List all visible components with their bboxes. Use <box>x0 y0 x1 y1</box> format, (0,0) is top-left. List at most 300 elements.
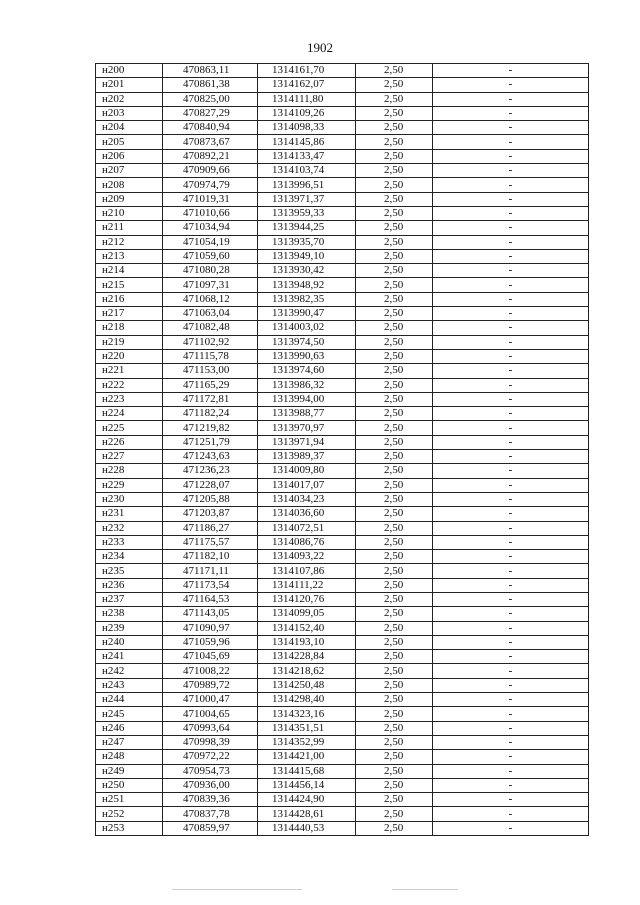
scan-artifact-line <box>392 889 458 890</box>
point-id-cell: н229 <box>96 478 163 492</box>
point-id-cell: н215 <box>96 278 163 292</box>
accuracy-cell: 2,50 <box>356 335 433 349</box>
description-cell: - <box>433 435 589 449</box>
x-coordinate-cell: 471228,07 <box>163 478 258 492</box>
accuracy-cell: 2,50 <box>356 235 433 249</box>
accuracy-cell: 2,50 <box>356 464 433 478</box>
table-row <box>96 106 589 120</box>
table-row <box>96 135 589 149</box>
table-row <box>96 321 589 335</box>
x-coordinate-cell: 471236,23 <box>163 464 258 478</box>
coordinates-table-wrapper <box>95 63 589 836</box>
accuracy-cell: 2,50 <box>356 564 433 578</box>
description-cell: - <box>433 249 589 263</box>
table-row <box>96 607 589 621</box>
x-coordinate-cell: 470998,39 <box>163 735 258 749</box>
y-coordinate-cell: 1314428,61 <box>258 807 356 821</box>
x-coordinate-cell: 470863,11 <box>163 64 258 78</box>
table-row <box>96 578 589 592</box>
y-coordinate-cell: 1314415,68 <box>258 764 356 778</box>
accuracy-cell: 2,50 <box>356 793 433 807</box>
description-cell: - <box>433 821 589 835</box>
x-coordinate-cell: 471205,88 <box>163 492 258 506</box>
point-id-cell: н236 <box>96 578 163 592</box>
accuracy-cell: 2,50 <box>356 78 433 92</box>
description-cell: - <box>433 764 589 778</box>
point-id-cell: н237 <box>96 592 163 606</box>
description-cell: - <box>433 607 589 621</box>
point-id-cell: н241 <box>96 650 163 664</box>
y-coordinate-cell: 1313990,63 <box>258 349 356 363</box>
accuracy-cell: 2,50 <box>356 764 433 778</box>
accuracy-cell: 2,50 <box>356 492 433 506</box>
table-row <box>96 821 589 835</box>
x-coordinate-cell: 471172,81 <box>163 392 258 406</box>
table-row <box>96 550 589 564</box>
x-coordinate-cell: 471097,31 <box>163 278 258 292</box>
y-coordinate-cell: 1313982,35 <box>258 292 356 306</box>
description-cell: - <box>433 92 589 106</box>
accuracy-cell: 2,50 <box>356 392 433 406</box>
table-row <box>96 307 589 321</box>
x-coordinate-cell: 470974,79 <box>163 178 258 192</box>
accuracy-cell: 2,50 <box>356 92 433 106</box>
table-row <box>96 92 589 106</box>
table-row <box>96 206 589 220</box>
x-coordinate-cell: 471090,97 <box>163 621 258 635</box>
table-row <box>96 349 589 363</box>
table-row <box>96 807 589 821</box>
x-coordinate-cell: 471068,12 <box>163 292 258 306</box>
point-id-cell: н213 <box>96 249 163 263</box>
y-coordinate-cell: 1314352,99 <box>258 735 356 749</box>
description-cell: - <box>433 535 589 549</box>
y-coordinate-cell: 1314120,76 <box>258 592 356 606</box>
point-id-cell: н249 <box>96 764 163 778</box>
x-coordinate-cell: 471219,82 <box>163 421 258 435</box>
coordinates-table <box>95 63 589 836</box>
table-row <box>96 249 589 263</box>
point-id-cell: н208 <box>96 178 163 192</box>
x-coordinate-cell: 471175,57 <box>163 535 258 549</box>
point-id-cell: н203 <box>96 106 163 120</box>
accuracy-cell: 2,50 <box>356 521 433 535</box>
table-row <box>96 149 589 163</box>
x-coordinate-cell: 471165,29 <box>163 378 258 392</box>
x-coordinate-cell: 471000,47 <box>163 693 258 707</box>
x-coordinate-cell: 470825,00 <box>163 92 258 106</box>
x-coordinate-cell: 471063,04 <box>163 307 258 321</box>
table-row <box>96 735 589 749</box>
table-row <box>96 235 589 249</box>
table-row <box>96 492 589 506</box>
description-cell: - <box>433 450 589 464</box>
accuracy-cell: 2,50 <box>356 135 433 149</box>
accuracy-cell: 2,50 <box>356 678 433 692</box>
accuracy-cell: 2,50 <box>356 707 433 721</box>
y-coordinate-cell: 1313971,37 <box>258 192 356 206</box>
y-coordinate-cell: 1314003,02 <box>258 321 356 335</box>
accuracy-cell: 2,50 <box>356 221 433 235</box>
point-id-cell: н253 <box>96 821 163 835</box>
table-row <box>96 764 589 778</box>
table-row <box>96 278 589 292</box>
y-coordinate-cell: 1313974,50 <box>258 335 356 349</box>
point-id-cell: н216 <box>96 292 163 306</box>
y-coordinate-cell: 1313994,00 <box>258 392 356 406</box>
x-coordinate-cell: 471102,92 <box>163 335 258 349</box>
description-cell: - <box>433 278 589 292</box>
y-coordinate-cell: 1314036,60 <box>258 507 356 521</box>
point-id-cell: н240 <box>96 635 163 649</box>
description-cell: - <box>433 235 589 249</box>
description-cell: - <box>433 178 589 192</box>
x-coordinate-cell: 470993,64 <box>163 721 258 735</box>
x-coordinate-cell: 471203,87 <box>163 507 258 521</box>
description-cell: - <box>433 164 589 178</box>
table-row <box>96 621 589 635</box>
point-id-cell: н233 <box>96 535 163 549</box>
accuracy-cell: 2,50 <box>356 650 433 664</box>
description-cell: - <box>433 264 589 278</box>
x-coordinate-cell: 471034,94 <box>163 221 258 235</box>
x-coordinate-cell: 471010,66 <box>163 206 258 220</box>
y-coordinate-cell: 1314193,10 <box>258 635 356 649</box>
y-coordinate-cell: 1314152,40 <box>258 621 356 635</box>
description-cell: - <box>433 364 589 378</box>
accuracy-cell: 2,50 <box>356 607 433 621</box>
table-row <box>96 664 589 678</box>
description-cell: - <box>433 707 589 721</box>
y-coordinate-cell: 1313988,77 <box>258 407 356 421</box>
table-row <box>96 778 589 792</box>
y-coordinate-cell: 1314009,80 <box>258 464 356 478</box>
accuracy-cell: 2,50 <box>356 349 433 363</box>
description-cell: - <box>433 464 589 478</box>
x-coordinate-cell: 470837,78 <box>163 807 258 821</box>
point-id-cell: н242 <box>96 664 163 678</box>
description-cell: - <box>433 550 589 564</box>
table-row <box>96 292 589 306</box>
point-id-cell: н228 <box>96 464 163 478</box>
description-cell: - <box>433 592 589 606</box>
accuracy-cell: 2,50 <box>356 635 433 649</box>
accuracy-cell: 2,50 <box>356 721 433 735</box>
table-row <box>96 521 589 535</box>
y-coordinate-cell: 1314099,05 <box>258 607 356 621</box>
point-id-cell: н201 <box>96 78 163 92</box>
x-coordinate-cell: 470989,72 <box>163 678 258 692</box>
point-id-cell: н207 <box>96 164 163 178</box>
accuracy-cell: 2,50 <box>356 106 433 120</box>
y-coordinate-cell: 1313959,33 <box>258 206 356 220</box>
point-id-cell: н247 <box>96 735 163 749</box>
y-coordinate-cell: 1314034,23 <box>258 492 356 506</box>
description-cell: - <box>433 564 589 578</box>
accuracy-cell: 2,50 <box>356 535 433 549</box>
x-coordinate-cell: 471164,53 <box>163 592 258 606</box>
accuracy-cell: 2,50 <box>356 64 433 78</box>
accuracy-cell: 2,50 <box>356 621 433 635</box>
accuracy-cell: 2,50 <box>356 192 433 206</box>
point-id-cell: н218 <box>96 321 163 335</box>
table-row <box>96 221 589 235</box>
point-id-cell: н221 <box>96 364 163 378</box>
x-coordinate-cell: 470873,67 <box>163 135 258 149</box>
description-cell: - <box>433 492 589 506</box>
accuracy-cell: 2,50 <box>356 821 433 835</box>
accuracy-cell: 2,50 <box>356 750 433 764</box>
table-row <box>96 507 589 521</box>
x-coordinate-cell: 471186,27 <box>163 521 258 535</box>
y-coordinate-cell: 1314017,07 <box>258 478 356 492</box>
y-coordinate-cell: 1313930,42 <box>258 264 356 278</box>
y-coordinate-cell: 1314072,51 <box>258 521 356 535</box>
y-coordinate-cell: 1314351,51 <box>258 721 356 735</box>
point-id-cell: н209 <box>96 192 163 206</box>
accuracy-cell: 2,50 <box>356 478 433 492</box>
y-coordinate-cell: 1313974,60 <box>258 364 356 378</box>
description-cell: - <box>433 292 589 306</box>
description-cell: - <box>433 78 589 92</box>
description-cell: - <box>433 392 589 406</box>
y-coordinate-cell: 1313986,32 <box>258 378 356 392</box>
description-cell: - <box>433 521 589 535</box>
point-id-cell: н246 <box>96 721 163 735</box>
point-id-cell: н227 <box>96 450 163 464</box>
accuracy-cell: 2,50 <box>356 807 433 821</box>
y-coordinate-cell: 1314111,22 <box>258 578 356 592</box>
accuracy-cell: 2,50 <box>356 450 433 464</box>
description-cell: - <box>433 650 589 664</box>
point-id-cell: н205 <box>96 135 163 149</box>
accuracy-cell: 2,50 <box>356 307 433 321</box>
table-row <box>96 178 589 192</box>
accuracy-cell: 2,50 <box>356 278 433 292</box>
x-coordinate-cell: 470840,94 <box>163 121 258 135</box>
point-id-cell: н231 <box>96 507 163 521</box>
table-row <box>96 678 589 692</box>
table-row <box>96 592 589 606</box>
x-coordinate-cell: 470954,73 <box>163 764 258 778</box>
point-id-cell: н224 <box>96 407 163 421</box>
description-cell: - <box>433 478 589 492</box>
point-id-cell: н252 <box>96 807 163 821</box>
description-cell: - <box>433 149 589 163</box>
table-row <box>96 650 589 664</box>
table-row <box>96 435 589 449</box>
x-coordinate-cell: 471004,65 <box>163 707 258 721</box>
table-row <box>96 378 589 392</box>
table-row <box>96 564 589 578</box>
point-id-cell: н206 <box>96 149 163 163</box>
x-coordinate-cell: 470827,29 <box>163 106 258 120</box>
point-id-cell: н245 <box>96 707 163 721</box>
description-cell: - <box>433 635 589 649</box>
y-coordinate-cell: 1314250,48 <box>258 678 356 692</box>
x-coordinate-cell: 471054,19 <box>163 235 258 249</box>
point-id-cell: н214 <box>96 264 163 278</box>
point-id-cell: н234 <box>96 550 163 564</box>
accuracy-cell: 2,50 <box>356 364 433 378</box>
scan-artifact-line <box>172 889 302 890</box>
x-coordinate-cell: 471082,48 <box>163 321 258 335</box>
x-coordinate-cell: 471045,69 <box>163 650 258 664</box>
description-cell: - <box>433 678 589 692</box>
x-coordinate-cell: 471059,60 <box>163 249 258 263</box>
point-id-cell: н220 <box>96 349 163 363</box>
table-row <box>96 750 589 764</box>
table-row <box>96 707 589 721</box>
description-cell: - <box>433 721 589 735</box>
accuracy-cell: 2,50 <box>356 121 433 135</box>
y-coordinate-cell: 1313935,70 <box>258 235 356 249</box>
table-row <box>96 192 589 206</box>
point-id-cell: н225 <box>96 421 163 435</box>
accuracy-cell: 2,50 <box>356 321 433 335</box>
x-coordinate-cell: 471008,22 <box>163 664 258 678</box>
y-coordinate-cell: 1314162,07 <box>258 78 356 92</box>
x-coordinate-cell: 471153,00 <box>163 364 258 378</box>
point-id-cell: н250 <box>96 778 163 792</box>
point-id-cell: н217 <box>96 307 163 321</box>
table-row <box>96 535 589 549</box>
point-id-cell: н248 <box>96 750 163 764</box>
point-id-cell: н251 <box>96 793 163 807</box>
point-id-cell: н235 <box>96 564 163 578</box>
x-coordinate-cell: 470972,22 <box>163 750 258 764</box>
accuracy-cell: 2,50 <box>356 778 433 792</box>
x-coordinate-cell: 471173,54 <box>163 578 258 592</box>
point-id-cell: н243 <box>96 678 163 692</box>
y-coordinate-cell: 1313996,51 <box>258 178 356 192</box>
y-coordinate-cell: 1313944,25 <box>258 221 356 235</box>
accuracy-cell: 2,50 <box>356 664 433 678</box>
y-coordinate-cell: 1314424,90 <box>258 793 356 807</box>
accuracy-cell: 2,50 <box>356 592 433 606</box>
accuracy-cell: 2,50 <box>356 435 433 449</box>
x-coordinate-cell: 471171,11 <box>163 564 258 578</box>
x-coordinate-cell: 470839,36 <box>163 793 258 807</box>
table-row <box>96 721 589 735</box>
x-coordinate-cell: 470909,66 <box>163 164 258 178</box>
description-cell: - <box>433 221 589 235</box>
description-cell: - <box>433 578 589 592</box>
description-cell: - <box>433 507 589 521</box>
description-cell: - <box>433 778 589 792</box>
description-cell: - <box>433 407 589 421</box>
description-cell: - <box>433 421 589 435</box>
page-number: 1902 <box>307 40 333 55</box>
y-coordinate-cell: 1314107,86 <box>258 564 356 578</box>
description-cell: - <box>433 121 589 135</box>
table-row <box>96 121 589 135</box>
accuracy-cell: 2,50 <box>356 206 433 220</box>
y-coordinate-cell: 1314298,40 <box>258 693 356 707</box>
description-cell: - <box>433 693 589 707</box>
accuracy-cell: 2,50 <box>356 578 433 592</box>
point-id-cell: н212 <box>96 235 163 249</box>
point-id-cell: н210 <box>96 206 163 220</box>
y-coordinate-cell: 1314098,33 <box>258 121 356 135</box>
description-cell: - <box>433 664 589 678</box>
table-row <box>96 164 589 178</box>
table-row <box>96 78 589 92</box>
description-cell: - <box>433 192 589 206</box>
y-coordinate-cell: 1314456,14 <box>258 778 356 792</box>
point-id-cell: н204 <box>96 121 163 135</box>
description-cell: - <box>433 621 589 635</box>
point-id-cell: н200 <box>96 64 163 78</box>
x-coordinate-cell: 471059,96 <box>163 635 258 649</box>
accuracy-cell: 2,50 <box>356 292 433 306</box>
x-coordinate-cell: 471080,28 <box>163 264 258 278</box>
accuracy-cell: 2,50 <box>356 735 433 749</box>
table-row <box>96 693 589 707</box>
table-row <box>96 335 589 349</box>
y-coordinate-cell: 1314440,53 <box>258 821 356 835</box>
point-id-cell: н239 <box>96 621 163 635</box>
accuracy-cell: 2,50 <box>356 164 433 178</box>
accuracy-cell: 2,50 <box>356 693 433 707</box>
table-row <box>96 478 589 492</box>
description-cell: - <box>433 349 589 363</box>
point-id-cell: н223 <box>96 392 163 406</box>
y-coordinate-cell: 1313949,10 <box>258 249 356 263</box>
x-coordinate-cell: 470859,97 <box>163 821 258 835</box>
accuracy-cell: 2,50 <box>356 178 433 192</box>
x-coordinate-cell: 471243,63 <box>163 450 258 464</box>
y-coordinate-cell: 1314133,47 <box>258 149 356 163</box>
y-coordinate-cell: 1313970,97 <box>258 421 356 435</box>
y-coordinate-cell: 1314103,74 <box>258 164 356 178</box>
description-cell: - <box>433 793 589 807</box>
description-cell: - <box>433 335 589 349</box>
table-row <box>96 264 589 278</box>
y-coordinate-cell: 1313989,37 <box>258 450 356 464</box>
x-coordinate-cell: 470892,21 <box>163 149 258 163</box>
accuracy-cell: 2,50 <box>356 421 433 435</box>
accuracy-cell: 2,50 <box>356 507 433 521</box>
table-row <box>96 392 589 406</box>
y-coordinate-cell: 1314421,00 <box>258 750 356 764</box>
y-coordinate-cell: 1314228,84 <box>258 650 356 664</box>
y-coordinate-cell: 1314111,80 <box>258 92 356 106</box>
x-coordinate-cell: 471182,24 <box>163 407 258 421</box>
description-cell: - <box>433 321 589 335</box>
point-id-cell: н202 <box>96 92 163 106</box>
description-cell: - <box>433 135 589 149</box>
table-row <box>96 407 589 421</box>
x-coordinate-cell: 470861,38 <box>163 78 258 92</box>
accuracy-cell: 2,50 <box>356 550 433 564</box>
point-id-cell: н232 <box>96 521 163 535</box>
x-coordinate-cell: 471182,10 <box>163 550 258 564</box>
description-cell: - <box>433 307 589 321</box>
table-row <box>96 635 589 649</box>
point-id-cell: н219 <box>96 335 163 349</box>
description-cell: - <box>433 64 589 78</box>
point-id-cell: н238 <box>96 607 163 621</box>
coordinates-table-body <box>96 64 589 836</box>
y-coordinate-cell: 1313948,92 <box>258 278 356 292</box>
x-coordinate-cell: 471115,78 <box>163 349 258 363</box>
point-id-cell: н244 <box>96 693 163 707</box>
description-cell: - <box>433 206 589 220</box>
y-coordinate-cell: 1314323,16 <box>258 707 356 721</box>
point-id-cell: н222 <box>96 378 163 392</box>
y-coordinate-cell: 1314218,62 <box>258 664 356 678</box>
